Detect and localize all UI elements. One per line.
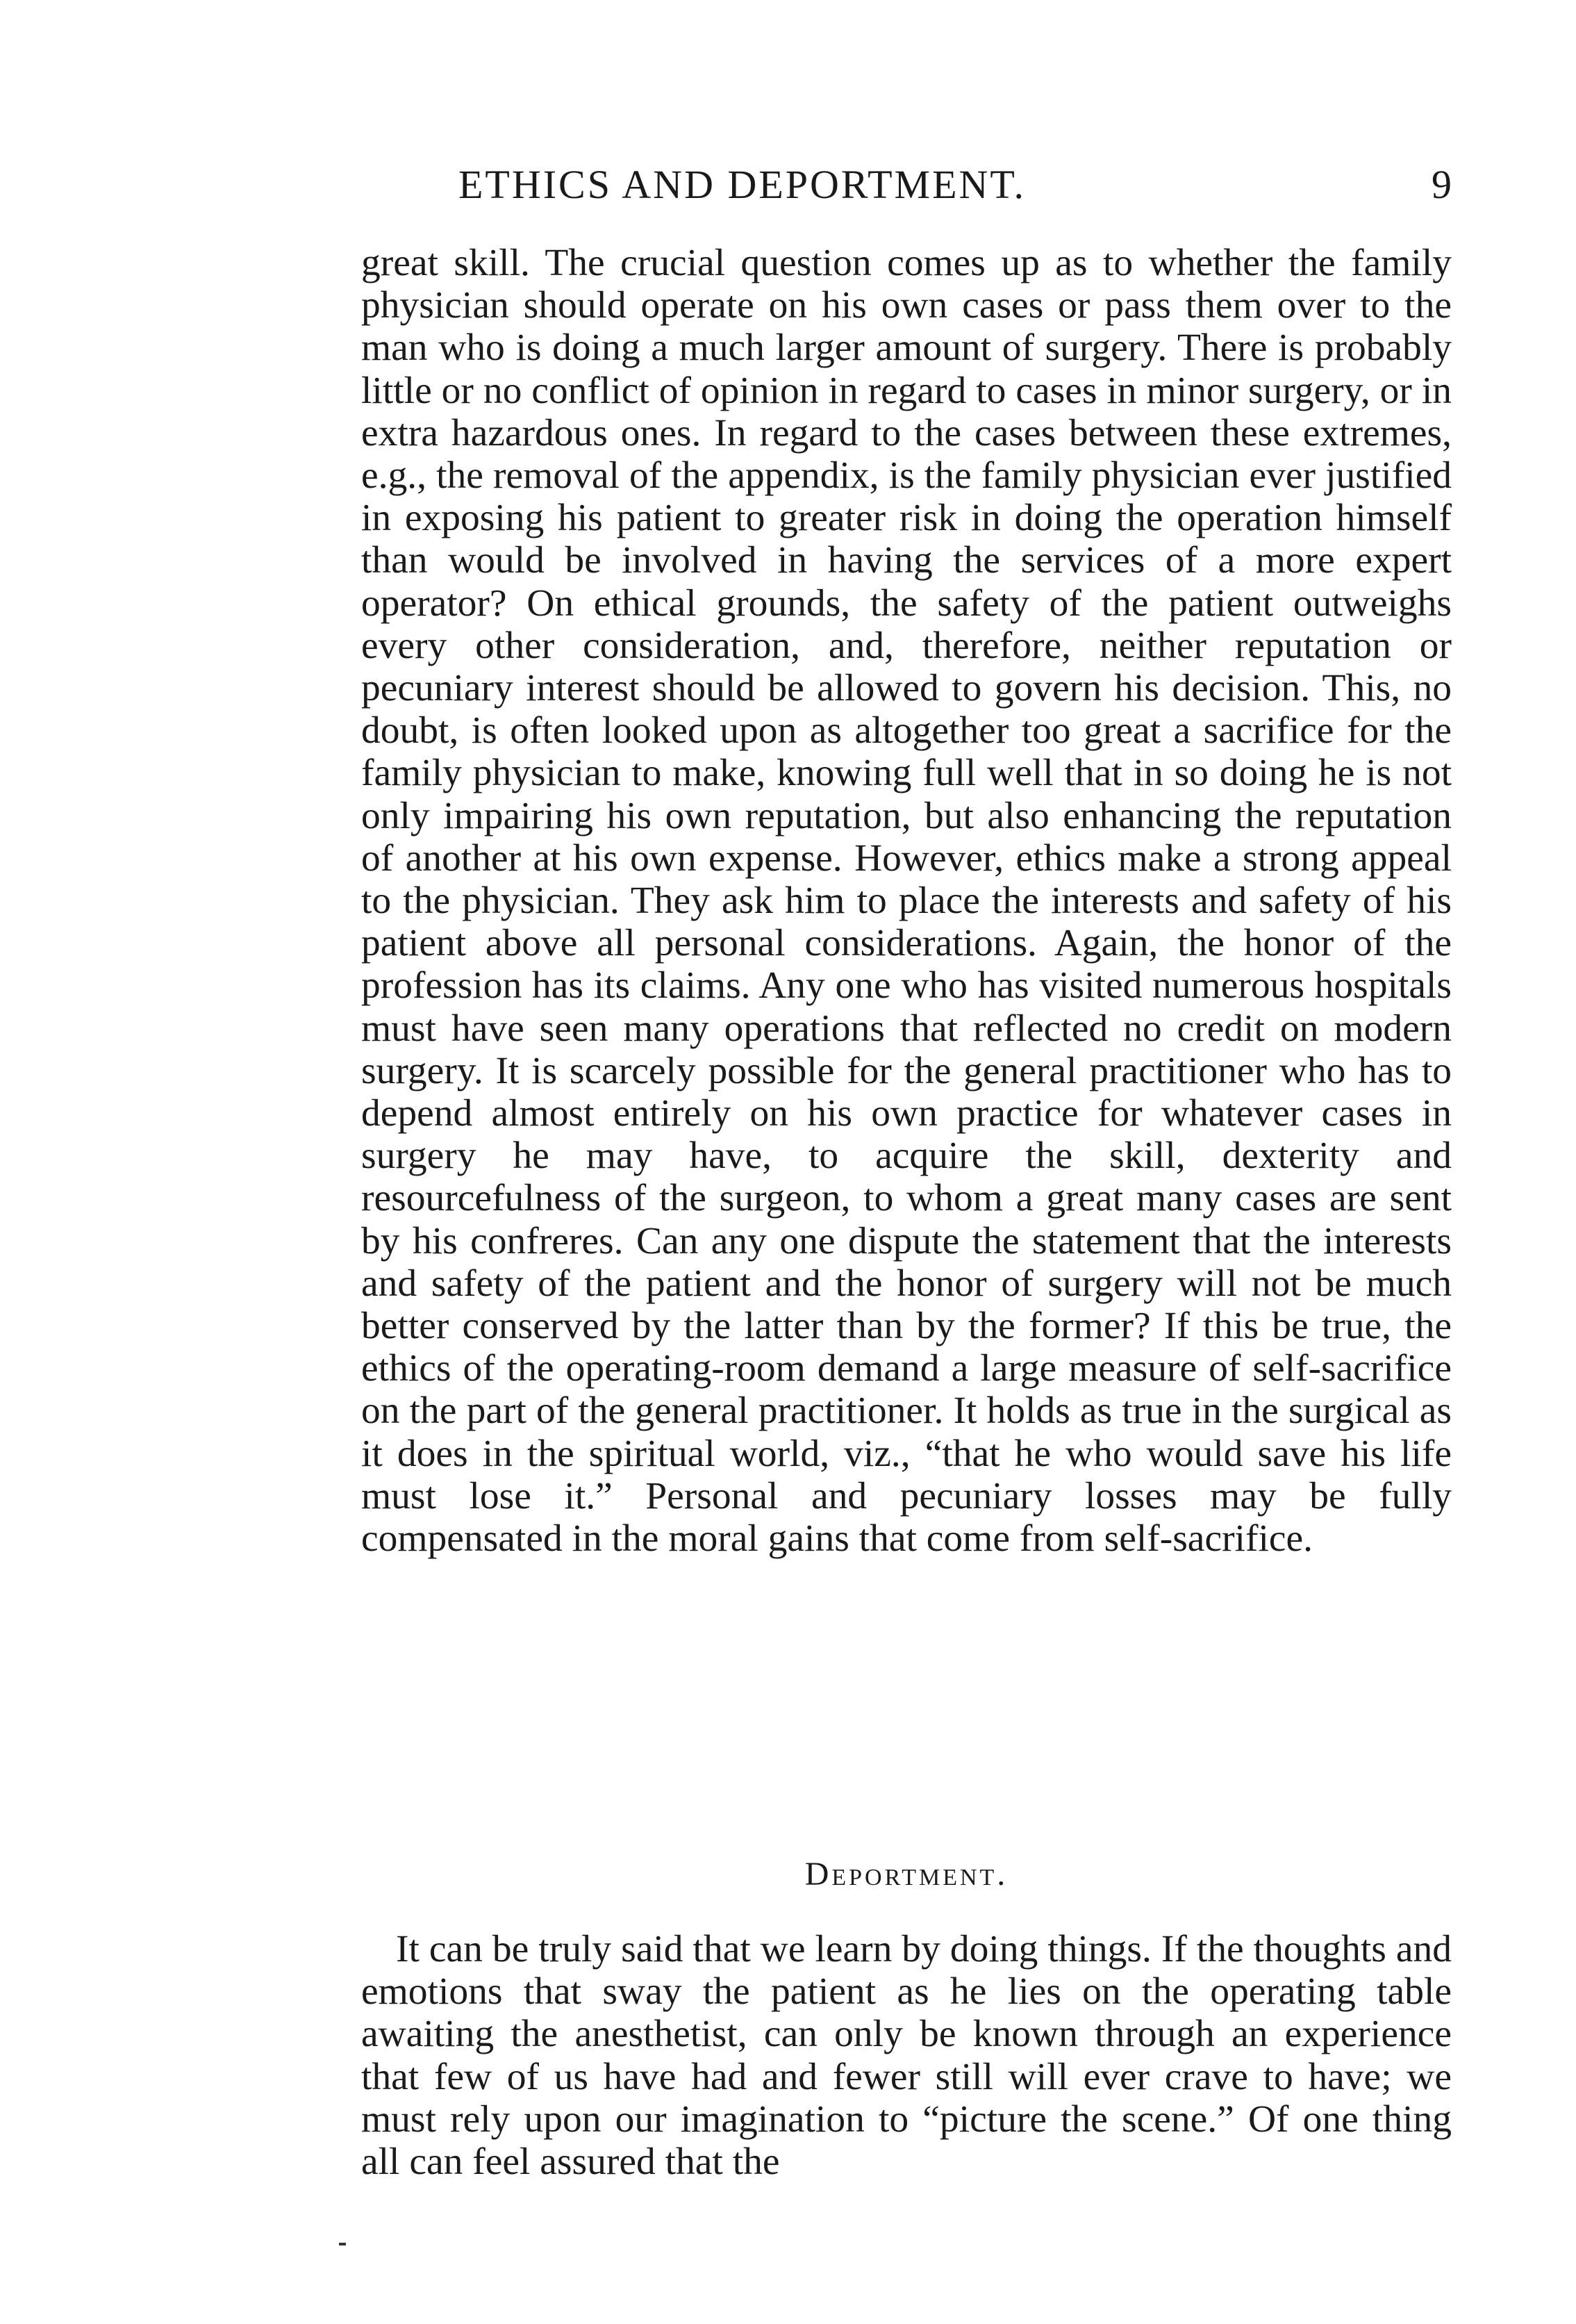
running-header [340, 161, 1452, 224]
paragraph-surgery-ethics: great skill. The crucial question comes up as to whether the family physician should operate on his own cases or pass them over to the man who is doing a much larger amount of surgery. There is probably little or no conflict of opinion in regard to cases in minor surgery, or in extra hazardous ones. In regard to the cases between these extremes, e.g., the removal of the appendix, is the family physician ever justified in exposing his patient to greater risk in doing the operation himself than would be involved in having the services of a more expert operator? On ethical grounds, the safety of the patient outweighs every other consideration, and, therefore, neither reputation or pecuniary interest should be allowed to govern his decision. This, no doubt, is often looked upon as altogether too great a sacrifice for the family physician to make, knowing full well that in so doing he is not only impairing his own reputation, but also enhancing the reputation of another at his own expense. However, ethics make a strong appeal to the physician. They ask him to place the interests and safety of his patient above all personal considerations. Again, the honor of the profession has its claims. Any one who has visited numerous hospitals must have seen many operations that reflected no credit on modern surgery. It is scarcely possible for the general practitioner who has to depend almost entirely on his own practice for whatever cases in surgery he may have, to acquire the skill, dexterity and resourcefulness of the surgeon, to whom a great many cases are sent by his confreres. Can any one dispute the statement that the interests and safety of the patient and the honor of surgery will not be much better conserved by the latter than by the former? If this be true, the ethics of the operating-room demand a large measure of self-sacrifice on the part of the general practitioner. It holds as true in the surgical as it does in the spiritual world, viz., “that he who would save his life must lose it.” Personal and pecuniary losses may be fully compensated in the moral gains that come from self-sacrifice. [361, 242, 1452, 1560]
margin-mark [339, 2243, 346, 2245]
page-number: 9 [1432, 162, 1452, 207]
body-text-upper [361, 242, 1452, 1560]
body-text-lower [361, 1928, 1452, 2183]
paragraph-deportment: It can be truly said that we learn by doing things. If the thoughts and emotions that sway the patient as he lies on the operating table awaiting the anesthetist, can only be known through an experience that few of us have had and fewer still will ever crave to have; we must rely upon our imagination to “picture the scene.” Of one thing all can feel assured that the [361, 1928, 1452, 2184]
section-heading-deportment: Deportment. [804, 1856, 1009, 1893]
running-title: ETHICS AND DEPORTMENT. [458, 162, 1027, 207]
